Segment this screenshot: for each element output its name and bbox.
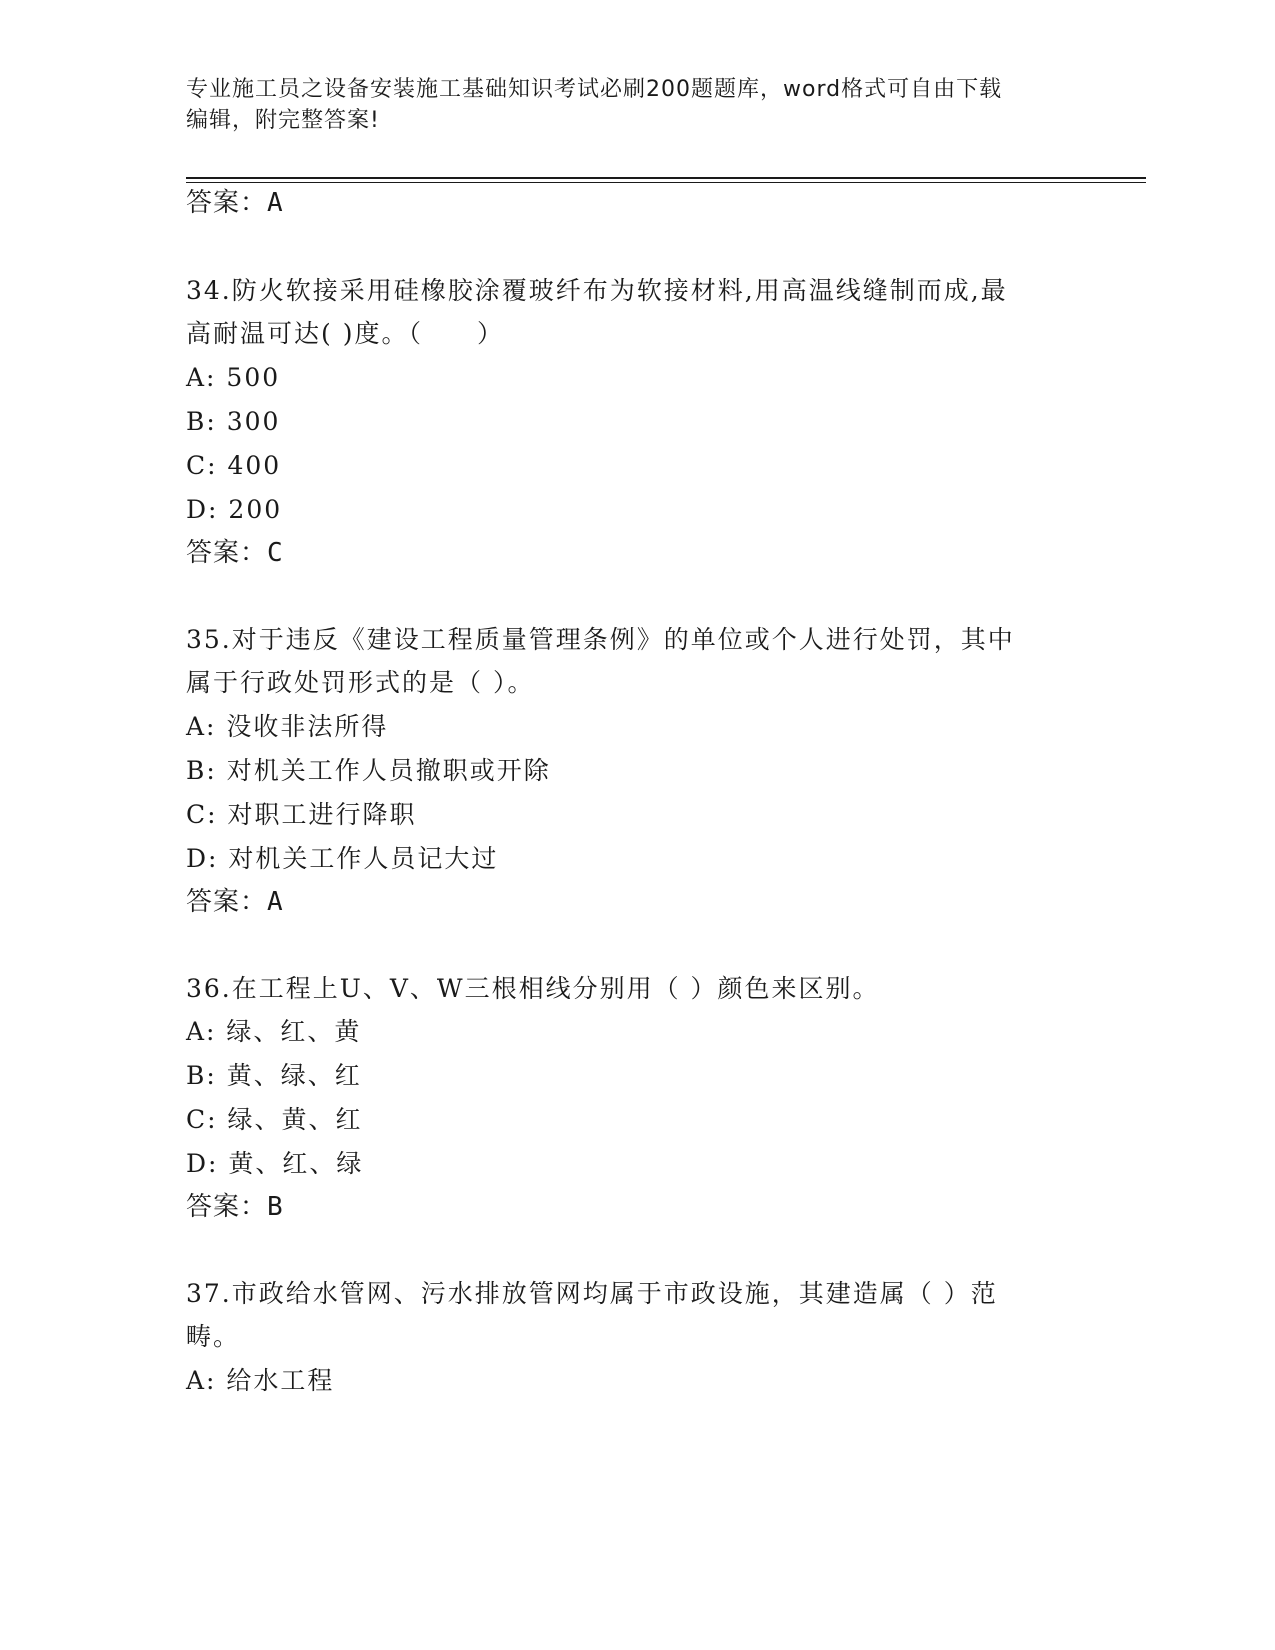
header-line-2: 编辑，附完整答案! (186, 108, 380, 133)
answer-label: 答案： (186, 188, 268, 218)
question-34-stem-line-1: 34.防火软接采用硅橡胶涂覆玻纤布为软接材料,用高温线缝制而成,最 (186, 276, 1008, 305)
header-rule-thin (186, 182, 1146, 183)
question-36-option-d: D: 黄、红、绿 (186, 1149, 364, 1178)
header-line-1: 专业施工员之设备安装施工基础知识考试必刷200题题库，word格式可自由下载 (186, 77, 1003, 102)
question-37-option-a: A: 给水工程 (186, 1366, 335, 1395)
answer-value: A (267, 887, 284, 917)
header-rule-thick (186, 177, 1146, 179)
answer-label: 答案： (186, 538, 268, 568)
question-36-option-a: A: 绿、红、黄 (186, 1017, 362, 1046)
previous-answer (186, 186, 284, 220)
question-37-stem-line-2: 畴。 (186, 1322, 241, 1351)
question-37-stem-line-1: 37.市政给水管网、污水排放管网均属于市政设施，其建造属（ ）范 (186, 1279, 998, 1308)
question-35-option-d: D: 对机关工作人员记大过 (186, 844, 499, 873)
question-34-stem-line-2: 高耐温可达( )度。（ ） (186, 319, 504, 348)
question-34-option-b: B: 300 (186, 407, 281, 436)
question-35-option-c: C: 对职工进行降职 (186, 800, 417, 829)
question-34-option-a: A: 500 (186, 363, 281, 392)
question-36-option-c: C: 绿、黄、红 (186, 1105, 363, 1134)
answer-value: B (267, 1192, 284, 1222)
answer-value: C (267, 538, 284, 568)
question-35-stem-line-2: 属于行政处罚形式的是（ ）。 (186, 668, 535, 697)
question-35-option-a: A: 没收非法所得 (186, 712, 389, 741)
question-35-answer (186, 885, 284, 919)
page-header (186, 74, 1066, 136)
question-35-option-b: B: 对机关工作人员撤职或开除 (186, 756, 551, 785)
question-35-stem-line-1: 35.对于违反《建设工程质量管理条例》的单位或个人进行处罚，其中 (186, 625, 1015, 654)
question-34-answer (186, 536, 284, 570)
question-36-stem-line-1: 36.在工程上U、V、W三根相线分别用（ ）颜色来区别。 (186, 974, 880, 1003)
answer-label: 答案： (186, 887, 268, 917)
question-36-answer (186, 1190, 284, 1224)
question-36-option-b: B: 黄、绿、红 (186, 1061, 362, 1090)
answer-value: A (267, 188, 284, 218)
question-34-option-d: D: 200 (186, 495, 283, 524)
answer-label: 答案： (186, 1192, 268, 1222)
question-34-option-c: C: 400 (186, 451, 282, 480)
